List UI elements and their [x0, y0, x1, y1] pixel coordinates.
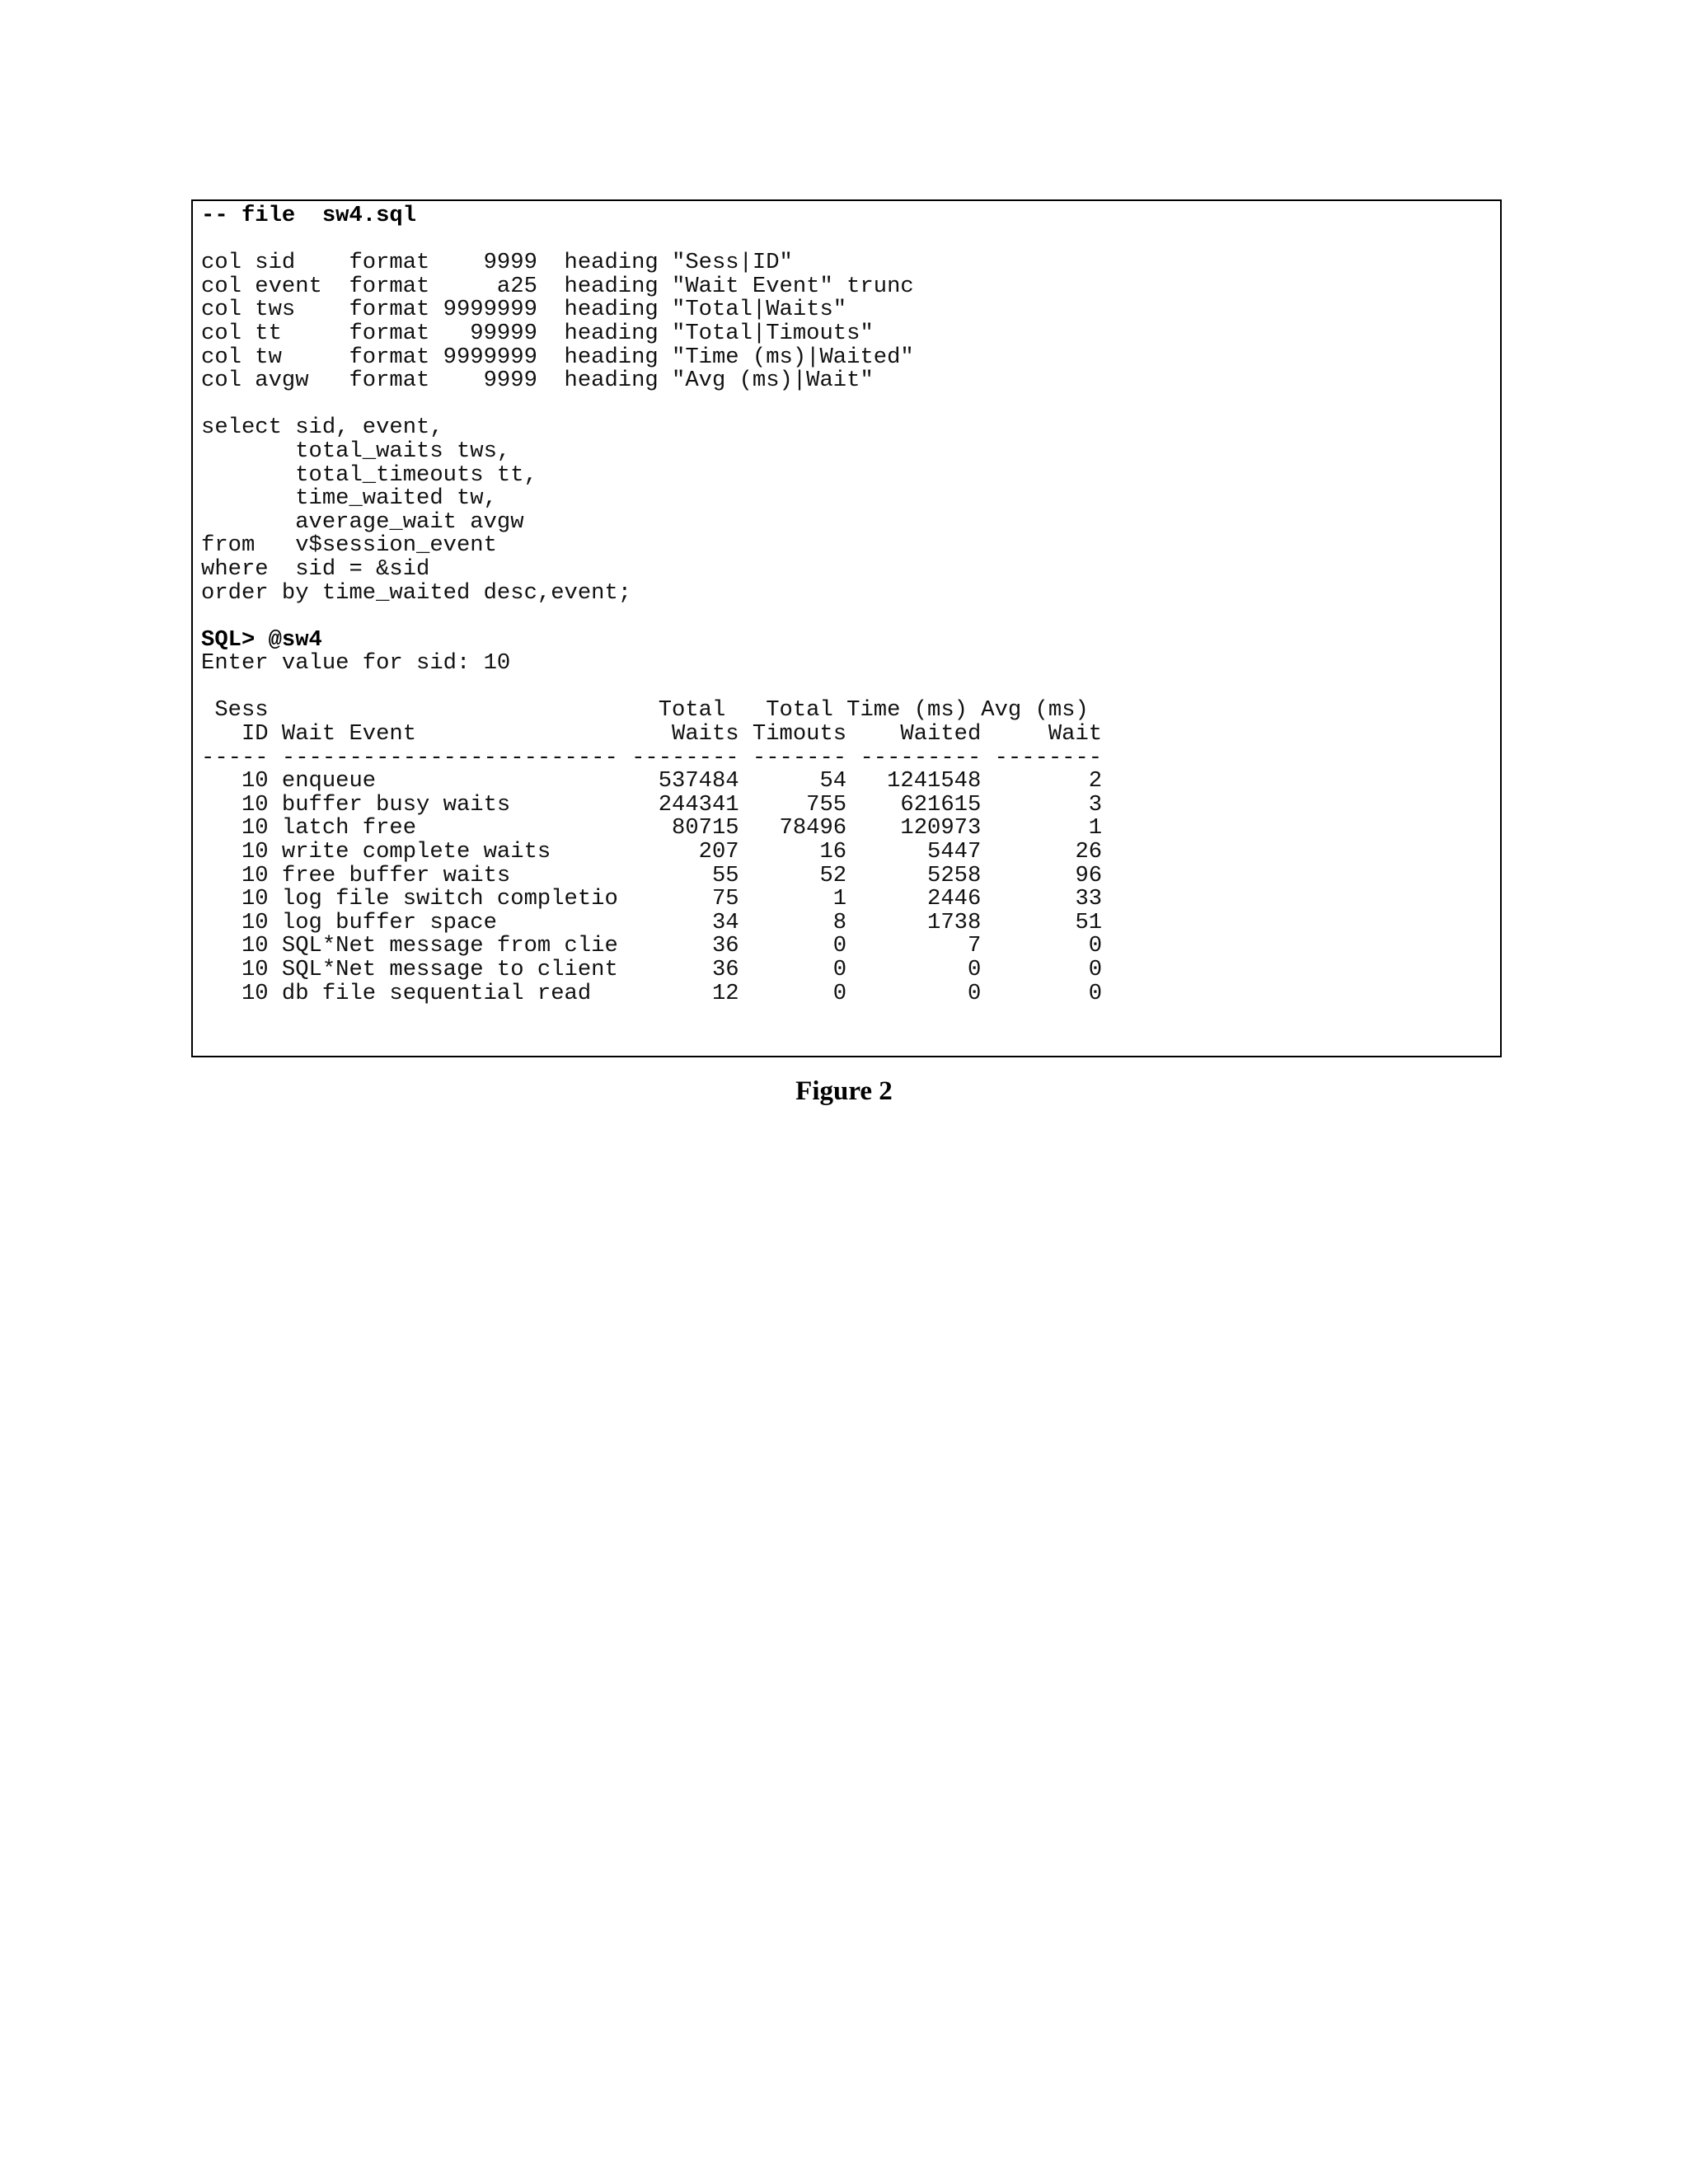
code-line: average_wait avgw	[201, 509, 524, 535]
code-line: order by time_waited desc,event;	[201, 579, 632, 606]
code-line: SQL> @sw4	[201, 626, 322, 653]
code-line: 10 db file sequential read 12 0 0 0	[201, 980, 1103, 1006]
code-line: ----- ------------------------- -------- ------- --------- --------	[201, 744, 1103, 771]
code-line: total_waits tws,	[201, 438, 511, 464]
code-line: col avgw format 9999 heading "Avg (ms)|Wait"	[201, 368, 874, 394]
code-line: 10 SQL*Net message to client 36 0 0 0	[201, 957, 1103, 982]
code-line: -- file sw4.sql	[201, 203, 417, 228]
code-line: 10 free buffer waits 55 52 5258 96	[201, 862, 1103, 888]
code-line: col event format a25 heading "Wait Event" trunc	[201, 273, 914, 299]
code-line	[201, 605, 1492, 629]
code-line	[201, 676, 1492, 700]
code-line	[201, 393, 1492, 417]
code-line: time_waited tw,	[201, 485, 497, 512]
code-line: 10 SQL*Net message from clie 36 0 7 0	[201, 933, 1103, 959]
code-line: col tt format 99999 heading "Total|Timouts"	[201, 320, 874, 346]
code-line: from v$session_event	[201, 532, 497, 559]
code-listing-box	[191, 199, 1502, 1057]
code-line	[201, 228, 1492, 252]
code-line: 10 log file switch completio 75 1 2446 33	[201, 886, 1103, 912]
code-line: Sess Total Total Time (ms) Avg (ms)	[201, 697, 1089, 724]
code-line: 10 log buffer space 34 8 1738 51	[201, 909, 1103, 935]
code-line: col tw format 9999999 heading "Time (ms)|Waited"	[201, 344, 914, 370]
code-line: 10 enqueue 537484 54 1241548 2	[201, 768, 1103, 794]
code-line: col sid format 9999 heading "Sess|ID"	[201, 250, 793, 276]
code-line: 10 buffer busy waits 244341 755 621615 3	[201, 791, 1103, 818]
code-line: where sid = &sid	[201, 555, 430, 582]
figure-caption: Figure 2	[795, 1076, 893, 1106]
code-line: Enter value for sid: 10	[201, 650, 511, 677]
code-line: select sid, event,	[201, 415, 443, 441]
code-line: 10 write complete waits 207 16 5447 26	[201, 839, 1103, 865]
code-line: 10 latch free 80715 78496 120973 1	[201, 815, 1103, 841]
code-line: col tws format 9999999 heading "Total|Waits"	[201, 297, 847, 323]
code-line: total_timeouts tt,	[201, 462, 537, 488]
code-line: ID Wait Event Waits Timouts Waited Wait	[201, 721, 1103, 748]
